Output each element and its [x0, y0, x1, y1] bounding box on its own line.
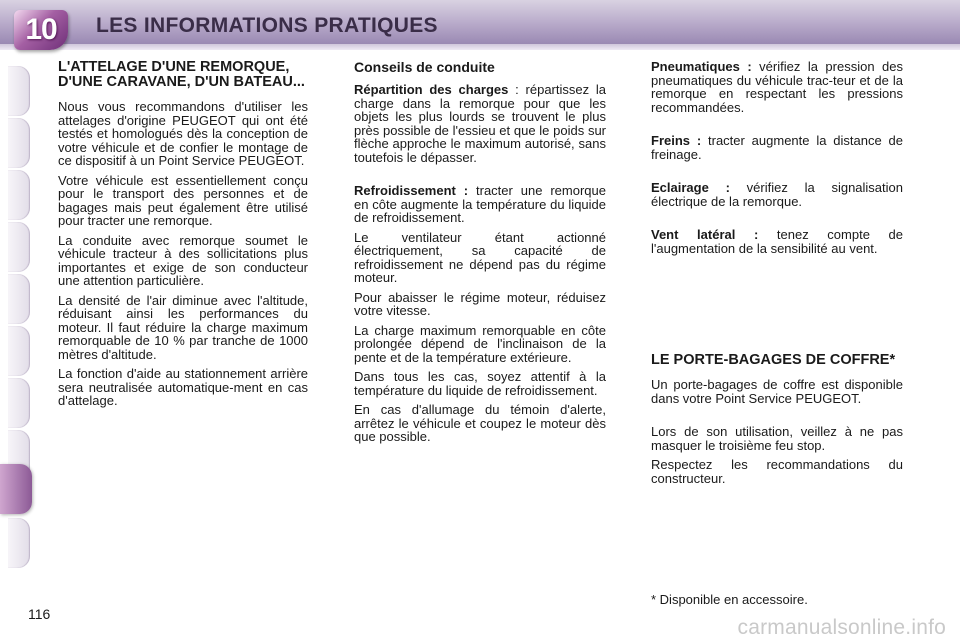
paragraph: Le ventilateur étant actionné électriquement, sa capacité de refroidissement ne dépend pas du régime moteur.	[354, 229, 606, 285]
paragraph: Pour abaisser le régime moteur, réduisez votre vitesse.	[354, 289, 606, 318]
header-divider	[0, 44, 960, 50]
term-text: vérifiez la pression des pneumatiques du véhicule trac-teur et de la remorque en respectant les pressions recommandées.	[651, 59, 903, 115]
chapter-tab-2[interactable]	[8, 118, 30, 168]
section-heading-attelage: L'ATTELAGE D'UNE REMORQUE, D'UNE CARAVANE, D'UN BATEAU...	[58, 59, 305, 90]
chapter-tab-1[interactable]	[8, 66, 30, 116]
term-label: Refroidissement :	[354, 183, 469, 198]
paragraph-repartition	[354, 83, 606, 164]
chapter-tab-10[interactable]	[8, 518, 30, 568]
watermark: carmanualsonline.info	[737, 616, 946, 639]
paragraph: La conduite avec remorque soumet le véhicule tracteur à des sollicitations plus importantes et exige de son conducteur une attention particulière.	[58, 232, 308, 288]
paragraph-vent	[651, 228, 903, 255]
chapter-number: 10	[25, 13, 57, 46]
term-label: Eclairage :	[651, 180, 730, 195]
term-label: Freins :	[651, 133, 702, 148]
paragraph: En cas d'allumage du témoin d'alerte, arrêtez le véhicule et coupez le moteur dès que possible.	[354, 402, 606, 444]
term-label: Vent latéral :	[651, 227, 759, 242]
chapter-tab-active[interactable]	[0, 464, 32, 514]
paragraph: La charge maximum remorquable en côte prolongée dépend de l'inclinaison de la pente et de la température extérieure.	[354, 322, 606, 365]
term-text: vérifiez la signalisation électrique de la remorque.	[651, 180, 903, 209]
term-text: tracter une remorque en côte augmente la température du liquide de refroidissement.	[354, 183, 606, 225]
paragraph: La densité de l'air diminue avec l'altitude, réduisant ainsi les performances du moteur. Il faut réduire la charge maximum remorquable de 10 % par tranche de 1000 mètres d'altitude.	[58, 292, 308, 362]
term-text: : répartissez la charge dans la remorque pour que les objets les plus lourds se trouvent le plus près possible de l'essieu et que le poids sur flèche approche le maximum autorisé, sans toutefois le dépasser.	[354, 82, 606, 165]
spacer	[651, 167, 903, 181]
chapter-tab-3[interactable]	[8, 170, 30, 220]
paragraph: Un porte-bagages de coffre est disponible dans votre Point Service PEUGEOT.	[651, 377, 903, 406]
chapter-title: LES INFORMATIONS PRATIQUES	[96, 14, 438, 37]
column-conseils	[354, 60, 606, 450]
column-attelage	[58, 60, 308, 414]
page-number: 116	[28, 606, 51, 622]
chapter-tab-4[interactable]	[8, 222, 30, 272]
spacer	[651, 411, 903, 425]
paragraph: Lors de son utilisation, veillez à ne pas masquer le troisième feu stop.	[651, 424, 903, 453]
spacer	[651, 120, 903, 134]
spacer	[651, 261, 903, 353]
chapter-tab-6[interactable]	[8, 326, 30, 376]
paragraph: Respectez les recommandations du constructeur.	[651, 457, 903, 486]
paragraph: Votre véhicule est essentiellement conçu pour le transport des personnes et de bagages mais peut également être utilisé pour tracter une remorque.	[58, 172, 308, 228]
term-text: tenez compte de l'augmentation de la sensibilité au vent.	[651, 227, 903, 256]
term-label: Répartition des charges	[354, 82, 509, 97]
paragraph-refroidissement	[354, 184, 606, 225]
paragraph-pneumatiques	[651, 60, 903, 114]
footnote: * Disponible en accessoire.	[651, 592, 808, 607]
section-heading-porte-bagages: LE PORTE-BAGAGES DE COFFRE*	[651, 352, 896, 368]
paragraph-freins	[651, 134, 903, 161]
term-text: tracter augmente la distance de freinage.	[651, 133, 903, 162]
chapter-tab-7[interactable]	[8, 378, 30, 428]
spacer	[354, 170, 606, 184]
term-label: Pneumatiques :	[651, 59, 752, 74]
paragraph-eclairage	[651, 181, 903, 208]
paragraph: Nous vous recommandons d'utiliser les attelages d'origine PEUGEOT qui ont été testés et homologués dès la conception de votre véhicule et de confier le montage de ce dispositif à un Point Service PEUGEOT.	[58, 99, 308, 168]
chapter-tab-5[interactable]	[8, 274, 30, 324]
paragraph: La fonction d'aide au stationnement arrière sera neutralisée automatique-ment en cas d'attelage.	[58, 366, 308, 408]
paragraph: Dans tous les cas, soyez attentif à la température du liquide de refroidissement.	[354, 369, 606, 398]
column-verifications	[651, 60, 903, 491]
section-heading-conseils: Conseils de conduite	[354, 59, 495, 75]
spacer	[651, 214, 903, 228]
